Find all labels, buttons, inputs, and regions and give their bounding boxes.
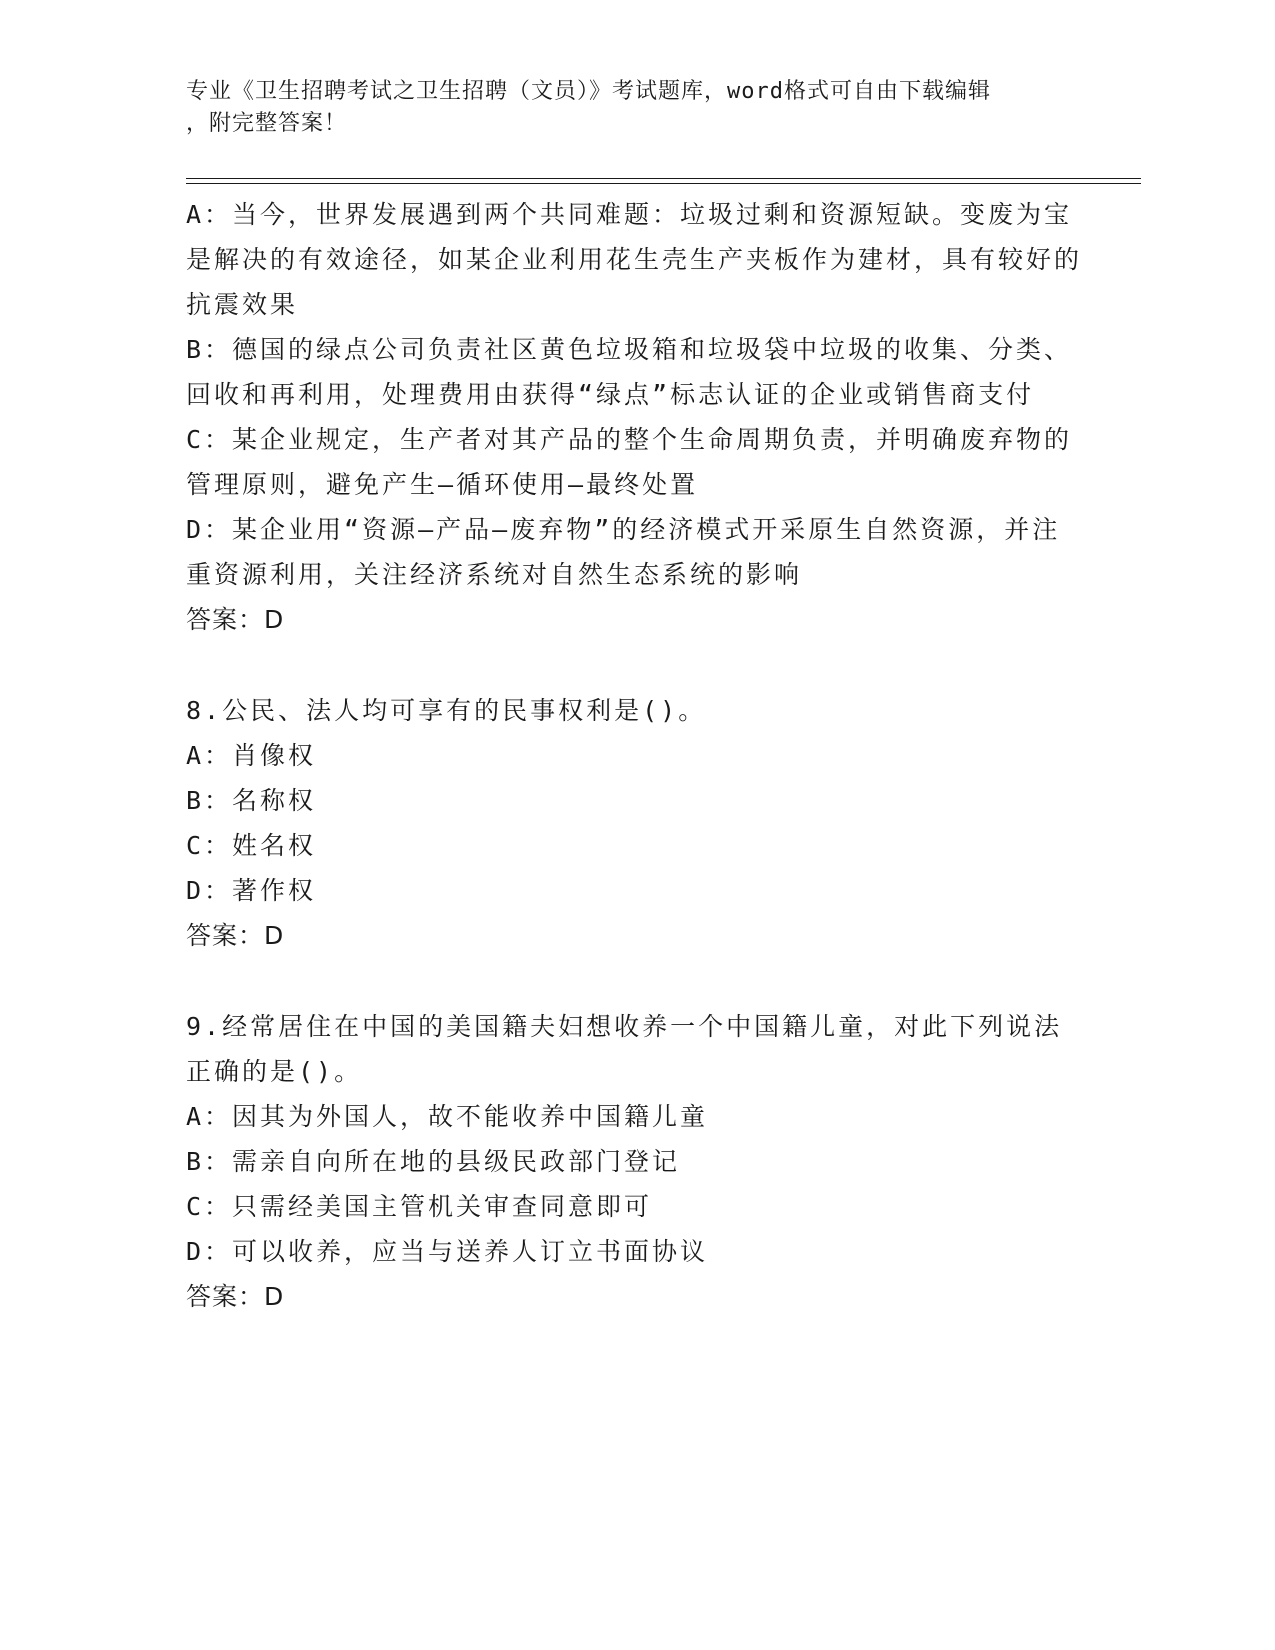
spacer — [186, 958, 1086, 1004]
document-header — [186, 76, 1066, 140]
question-stem: 9.经常居住在中国的美国籍夫妇想收养一个中国籍儿童，对此下列说法正确的是()。 — [186, 1012, 1063, 1086]
header-divider-top — [186, 178, 1141, 179]
header-line-2: ，附完整答案！ — [186, 111, 348, 136]
option-c: C：只需经美国主管机关审查同意即可 — [186, 1192, 653, 1221]
question-block-7 — [186, 192, 1086, 642]
question-stem: 8.公民、法人均可享有的民事权利是()。 — [186, 696, 707, 725]
question-block-8 — [186, 688, 1086, 958]
option-b: B：名称权 — [186, 786, 317, 815]
option-d: D：某企业用“资源—产品—废弃物”的经济模式开采原生自然资源，并注重资源利用，关注经济系统对自然生态系统的影响 — [186, 515, 1061, 589]
option-d: D：著作权 — [186, 876, 317, 905]
option-b: B：需亲自向所在地的县级民政部门登记 — [186, 1147, 681, 1176]
option-a: A：因其为外国人，故不能收养中国籍儿童 — [186, 1102, 709, 1131]
spacer — [186, 642, 1086, 688]
option-c: C：某企业规定，生产者对其产品的整个生命周期负责，并明确废弃物的管理原则，避免产生—循环使用—最终处置 — [186, 425, 1073, 499]
question-block-9 — [186, 1004, 1086, 1319]
option-c: C：姓名权 — [186, 831, 317, 860]
option-b: B：德国的绿点公司负责社区黄色垃圾箱和垃圾袋中垃圾的收集、分类、回收和再利用，处理费用由获得“绿点”标志认证的企业或销售商支付 — [186, 335, 1073, 409]
header-divider-bottom — [186, 183, 1141, 184]
question-list — [186, 192, 1086, 1319]
answer-line: 答案：D — [186, 1282, 285, 1311]
option-a: A：肖像权 — [186, 741, 317, 770]
header-line-1: 专业《卫生招聘考试之卫生招聘（文员）》考试题库，word格式可自由下载编辑 — [186, 79, 991, 104]
answer-line: 答案：D — [186, 921, 285, 950]
answer-line: 答案：D — [186, 605, 285, 634]
option-a: A：当今，世界发展遇到两个共同难题：垃圾过剩和资源短缺。变废为宝是解决的有效途径，如某企业利用花生壳生产夹板作为建材，具有较好的抗震效果 — [186, 200, 1083, 319]
option-d: D：可以收养，应当与送养人订立书面协议 — [186, 1237, 709, 1266]
